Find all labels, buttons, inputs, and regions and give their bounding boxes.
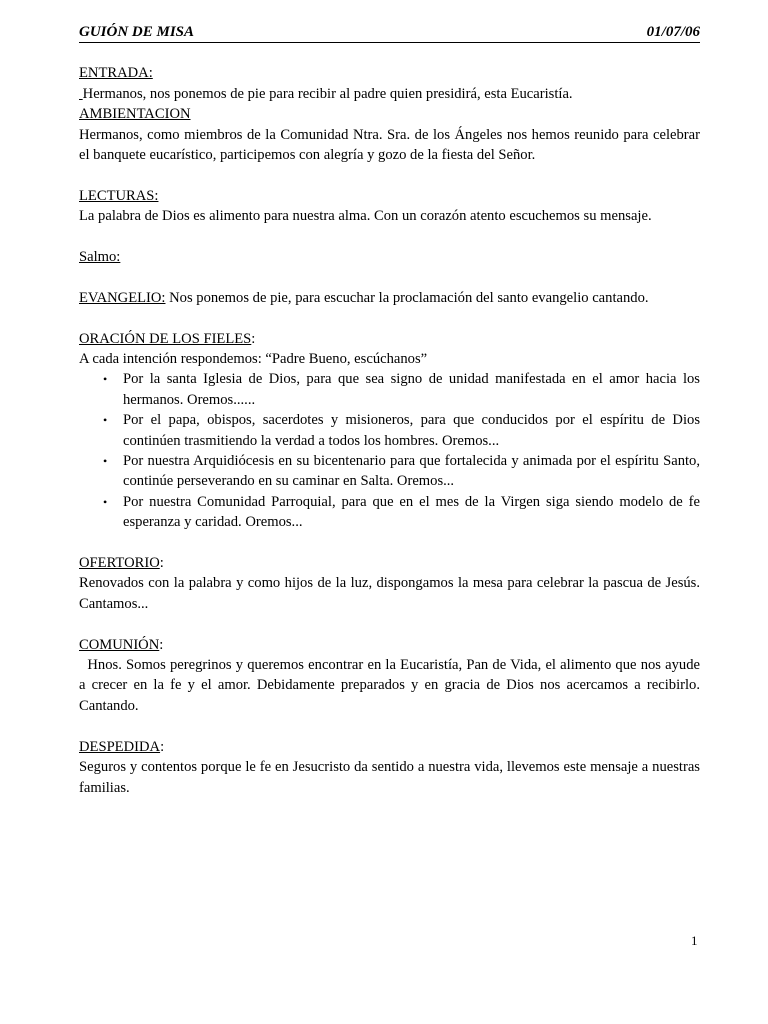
document-title: GUIÓN DE MISA: [79, 24, 195, 40]
document-page: [79, 24, 700, 798]
text-evangelio: EVANGELIO: Nos ponemos de pie, para escuchar la proclamación del santo evangelio cantando.: [79, 289, 649, 306]
text-entrada: Hermanos, nos ponemos de pie para recibir al padre quien presidirá, esta Eucaristía.: [82, 85, 573, 102]
section-entrada: [79, 63, 700, 104]
text-ambientacion: Hermanos, como miembros de la Comunidad Ntra. Sra. de los Ángeles nos hemos reunido para celebrar el banquete eucarístico, participemos con alegría y gozo de la fiesta del Señor.: [79, 126, 700, 164]
section-despedida: [79, 737, 700, 798]
bullet-icon: •: [103, 372, 108, 387]
heading-evangelio: EVANGELIO:: [79, 289, 166, 306]
section-oracion: [79, 329, 700, 533]
intention-item: • Por la santa Iglesia de Dios, para que sea signo de unidad manifestada en el amor hacia los hermanos. Oremos......: [103, 371, 700, 408]
text-despedida: Seguros y contentos porque le fe en Jesucristo da sentido a nuestra vida, llevemos este mensaje a nuestras familias.: [79, 759, 700, 796]
text-ofertorio: Renovados con la palabra y como hijos de la luz, dispongamos la mesa para celebrar la pascua de Jesús. Cantamos...: [79, 575, 700, 612]
intention-item: • Por el papa, obispos, sacerdotes y misioneros, para que conducidos por el espíritu de Dios continúen trasmitiendo la verdad a todos los hombres. Oremos...: [103, 412, 700, 449]
section-comunion: [79, 635, 700, 717]
heading-ofertorio: OFERTORIO: [79, 555, 160, 572]
heading-ambientacion: AMBIENTACION: [79, 106, 191, 123]
heading-comunion-row: COMUNIÓN:: [79, 636, 164, 653]
heading-despedida: DESPEDIDA: [79, 738, 161, 755]
page-number: 1: [691, 933, 698, 948]
intention-item: • Por nuestra Comunidad Parroquial, para que en el mes de la Virgen siga siendo modelo de fe esperanza y caridad. Oremos...: [103, 493, 700, 531]
heading-oracion: ORACIÓN DE LOS FIELES: [79, 330, 252, 347]
heading-lecturas: LECTURAS:: [79, 187, 159, 204]
heading-oracion-row: ORACIÓN DE LOS FIELES:: [79, 330, 256, 347]
intention-item: • Por nuestra Arquidiócesis en su bicentenario para que fortalecida y animada por el espíritu Santo, continúe perseverando en su caminar en Salta. Oremos...: [103, 453, 700, 490]
text-comunion: Hnos. Somos peregrinos y queremos encontrar en la Eucaristía, Pan de Vida, el alimento que nos ayude a crecer en la fe y el amor. Debidamente preparados y en gracia de Dios nos acercamos a recibirlo. Cantando.: [79, 657, 701, 714]
heading-ofertorio-row: OFERTORIO:: [79, 555, 164, 572]
heading-comunion: COMUNIÓN: [79, 636, 160, 653]
bullet-icon: •: [103, 454, 108, 469]
bullet-icon: •: [103, 413, 108, 428]
section-lecturas: [79, 186, 700, 227]
heading-entrada: ENTRADA:: [79, 65, 153, 82]
bullet-icon: •: [103, 494, 108, 509]
section-evangelio: [79, 288, 700, 308]
heading-despedida-row: DESPEDIDA:: [79, 738, 165, 755]
section-ambientacion: [79, 104, 700, 165]
section-ofertorio: [79, 553, 700, 614]
document-header: [79, 24, 700, 43]
text-lecturas: La palabra de Dios es alimento para nuestra alma. Con un corazón atento escuchemos su mensaje.: [79, 208, 652, 225]
heading-salmo: Salmo:: [79, 249, 121, 266]
document-date: 01/07/06: [646, 24, 700, 40]
text-oracion-intro: A cada intención respondemos: “Padre Bueno, escúchanos”: [79, 351, 428, 368]
section-salmo: [79, 247, 700, 267]
intentions-list: [79, 369, 700, 532]
